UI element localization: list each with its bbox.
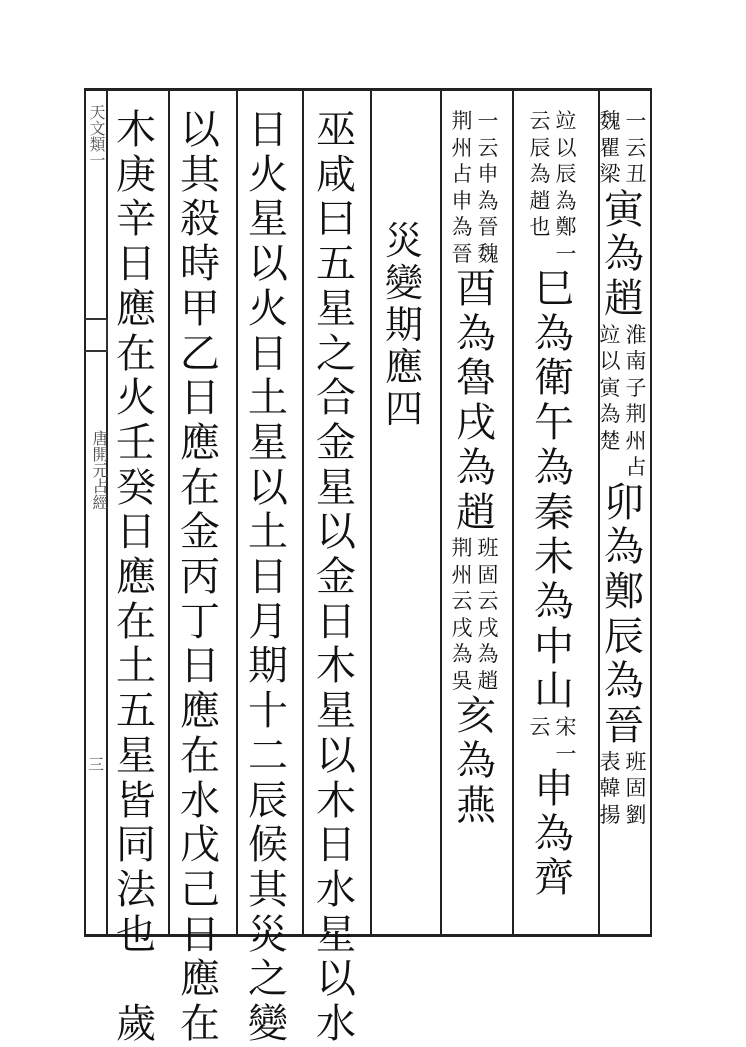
text-char: 期 — [384, 303, 423, 347]
text-char: 星 — [316, 285, 356, 332]
right-rule — [650, 88, 652, 936]
note-char: 韓 — [599, 776, 621, 801]
text-char: 災 — [248, 911, 288, 958]
text-char: 火 — [116, 375, 156, 422]
edge-top-text: 天文類一 — [87, 104, 106, 168]
note-char: 申 — [451, 188, 473, 213]
main-text — [114, 108, 158, 1047]
note-char: 以 — [599, 349, 621, 374]
text-char — [116, 957, 156, 1002]
text-char: 候 — [248, 822, 288, 869]
text-char: 變 — [384, 261, 423, 305]
text-char: 四 — [384, 387, 423, 431]
text-char: 災 — [384, 219, 423, 263]
text-char: 卯 — [604, 479, 644, 526]
note-char: 楚 — [599, 428, 621, 453]
note-char: 南 — [625, 349, 647, 374]
main-text — [532, 267, 576, 714]
note-char: 為 — [599, 402, 621, 427]
note-char: 固 — [625, 776, 647, 801]
text-char: 之 — [316, 330, 356, 377]
text-char: 戊 — [180, 822, 220, 869]
main-text — [246, 108, 290, 1047]
text-char: 亥 — [456, 693, 496, 740]
text-char: 巳 — [534, 266, 574, 312]
annotation-right — [624, 749, 648, 829]
text-char: 巫 — [316, 107, 356, 153]
note-char: 荆 — [451, 536, 473, 561]
text-char: 法 — [116, 866, 156, 913]
text-char: 以 — [248, 464, 288, 511]
text-char: 在 — [180, 732, 220, 779]
text-char: 為 — [534, 578, 574, 625]
note-char: 荆 — [625, 402, 647, 427]
text-char: 己 — [180, 866, 220, 913]
text-char: 木 — [316, 777, 356, 824]
text-char: 其 — [180, 151, 220, 198]
text-char: 午 — [534, 400, 574, 447]
note-char: 辰 — [529, 135, 551, 160]
text-char: 為 — [534, 810, 574, 857]
text-char: 應 — [116, 554, 156, 601]
text-char: 皆 — [116, 777, 156, 824]
text-char: 壬 — [116, 419, 156, 466]
note-char: 以 — [555, 135, 577, 160]
note-char: 一 — [555, 241, 577, 266]
note-char: 云 — [625, 135, 647, 160]
text-char: 應 — [180, 956, 220, 1003]
text-char: 星 — [316, 688, 356, 735]
annotation-right — [476, 535, 500, 694]
text-char: 歲 — [116, 1001, 156, 1047]
annotation-right — [624, 108, 648, 188]
text-char: 水 — [316, 1001, 356, 1047]
text-char: 曰 — [316, 196, 356, 243]
text-char: 在 — [180, 464, 220, 511]
text-char: 以 — [316, 509, 356, 556]
annotation-left — [598, 322, 622, 455]
note-char: 梁 — [599, 162, 621, 186]
note-char: 一 — [555, 741, 577, 766]
text-char: 同 — [116, 822, 156, 869]
text-char: 日 — [180, 643, 220, 690]
note-char: 趙 — [477, 668, 499, 693]
note-char: 吳 — [451, 668, 473, 693]
text-char: 應 — [384, 345, 423, 389]
column-rule — [168, 88, 170, 936]
text-char: 十 — [248, 688, 288, 735]
note-char: 為 — [451, 215, 473, 239]
text-char: 乙 — [180, 330, 220, 377]
text-char: 鄭 — [604, 569, 644, 615]
annotation-left — [598, 108, 622, 188]
text-char: 以 — [248, 241, 288, 288]
text-char: 日 — [180, 375, 220, 422]
note-char: 魏 — [599, 109, 621, 133]
text-char: 戌 — [456, 400, 496, 447]
text-char: 未 — [534, 534, 574, 581]
annotation-left — [528, 108, 552, 241]
note-char: 州 — [451, 562, 473, 587]
text-char: 為 — [604, 231, 644, 278]
text-char: 合 — [316, 375, 356, 422]
text-char: 日 — [180, 911, 220, 958]
text-char: 二 — [248, 732, 288, 779]
note-char: 鄭 — [555, 215, 577, 239]
column-rule — [236, 88, 238, 936]
main-text — [178, 108, 222, 1047]
text-char: 丙 — [180, 554, 220, 601]
text-char: 水 — [180, 777, 220, 824]
text-char: 中 — [534, 623, 574, 670]
text-char: 土 — [248, 509, 288, 556]
text-char: 星 — [248, 419, 288, 466]
section-heading — [382, 220, 426, 430]
text-char: 甲 — [180, 285, 220, 332]
text-char: 庚 — [116, 151, 156, 198]
text-char: 衛 — [534, 355, 574, 402]
column-rule — [106, 88, 108, 936]
text-char: 為 — [456, 737, 496, 784]
column-rule — [440, 88, 442, 936]
text-char: 五 — [316, 241, 356, 288]
note-char: 宋 — [555, 715, 577, 739]
text-char: 日 — [248, 330, 288, 377]
text-char: 辰 — [248, 777, 288, 824]
text-char: 木 — [316, 643, 356, 690]
text-char: 五 — [116, 688, 156, 735]
text-char: 之 — [248, 956, 288, 1003]
text-char: 為 — [604, 524, 644, 571]
text-char: 申 — [534, 766, 574, 812]
note-char: 子 — [625, 375, 647, 400]
text-char: 趙 — [456, 489, 496, 536]
text-char: 土 — [116, 643, 156, 690]
text-char: 應 — [180, 688, 220, 735]
note-char: 為 — [477, 188, 499, 213]
text-char: 丁 — [180, 598, 220, 645]
annotation-right — [476, 108, 500, 267]
note-char: 州 — [451, 135, 473, 160]
note-char: 辰 — [555, 162, 577, 186]
text-char: 在 — [116, 330, 156, 377]
text-char: 日 — [248, 554, 288, 601]
main-text — [532, 767, 576, 901]
note-char: 固 — [477, 562, 499, 587]
main-text — [602, 188, 646, 322]
text-char: 為 — [534, 310, 574, 357]
text-char: 以 — [180, 107, 220, 153]
note-char: 揚 — [599, 802, 621, 827]
text-char: 趙 — [604, 275, 644, 322]
text-char: 以 — [316, 732, 356, 779]
annotation-left — [450, 108, 474, 267]
main-text — [454, 267, 498, 535]
text-char: 山 — [534, 668, 574, 715]
note-char: 竝 — [555, 109, 577, 133]
text-char: 其 — [248, 866, 288, 913]
text-char: 金 — [180, 509, 220, 556]
text-char: 為 — [456, 444, 496, 491]
note-char: 云 — [451, 589, 473, 614]
text-char: 星 — [316, 464, 356, 511]
text-char: 為 — [456, 310, 496, 357]
text-char: 變 — [248, 1001, 288, 1047]
note-char: 占 — [451, 162, 473, 186]
text-char: 在 — [180, 1001, 220, 1047]
text-char: 殺 — [180, 196, 220, 243]
text-char: 燕 — [456, 782, 496, 829]
main-text — [314, 108, 358, 1047]
note-char: 班 — [477, 536, 499, 561]
note-char: 班 — [625, 749, 647, 774]
annotation-right — [554, 108, 578, 267]
text-char: 金 — [316, 554, 356, 601]
note-char: 申 — [477, 162, 499, 186]
text-char: 日 — [316, 822, 356, 869]
note-char: 戌 — [451, 615, 473, 640]
text-char: 晉 — [604, 703, 644, 750]
text-char: 應 — [116, 285, 156, 332]
note-char: 一 — [625, 109, 647, 133]
note-char: 劉 — [625, 802, 647, 827]
text-char: 咸 — [316, 151, 356, 198]
text-char: 土 — [248, 375, 288, 422]
text-char: 魯 — [456, 355, 496, 402]
note-char: 竝 — [599, 322, 621, 347]
main-text — [602, 481, 646, 749]
edge-label: 唐開元占經 — [90, 430, 109, 510]
text-char: 期 — [248, 643, 288, 690]
note-char: 為 — [451, 642, 473, 667]
annotation-left — [528, 714, 552, 741]
column-rule — [302, 88, 304, 936]
text-char: 為 — [604, 658, 644, 705]
text-char: 日 — [116, 241, 156, 288]
column-rule — [512, 88, 514, 936]
note-char: 寅 — [599, 375, 621, 400]
note-char: 州 — [625, 428, 647, 453]
text-char: 辛 — [116, 196, 156, 243]
text-char: 星 — [116, 732, 156, 779]
text-char: 辰 — [604, 613, 644, 660]
note-char: 也 — [529, 215, 551, 239]
note-char: 丑 — [625, 162, 647, 186]
text-char: 也 — [116, 911, 156, 958]
annotation-left — [598, 749, 622, 829]
text-char: 在 — [116, 598, 156, 645]
note-char: 晉 — [451, 241, 473, 266]
note-char: 為 — [477, 642, 499, 667]
text-char: 水 — [316, 866, 356, 913]
text-char: 秦 — [534, 489, 574, 536]
text-char: 火 — [248, 151, 288, 198]
text-char: 齊 — [534, 855, 574, 902]
text-char: 日 — [316, 598, 356, 645]
note-char: 瞿 — [599, 135, 621, 160]
text-char: 以 — [316, 956, 356, 1003]
text-char: 星 — [316, 911, 356, 958]
annotation-right — [624, 322, 648, 481]
text-char: 金 — [316, 419, 356, 466]
note-char: 淮 — [625, 322, 647, 347]
text-char: 寅 — [604, 186, 644, 233]
fishtail-mark — [84, 318, 108, 352]
text-char: 癸 — [116, 464, 156, 511]
page-number: 三 — [88, 755, 105, 774]
note-char: 晉 — [477, 215, 499, 239]
annotation-left — [450, 535, 474, 694]
note-char: 戌 — [477, 615, 499, 640]
text-char: 日 — [116, 509, 156, 556]
text-char: 酉 — [456, 266, 496, 312]
note-char: 云 — [477, 589, 499, 614]
column-rule — [370, 88, 372, 936]
text-char: 月 — [248, 598, 288, 645]
note-char: 云 — [529, 715, 551, 739]
text-char: 應 — [180, 419, 220, 466]
note-char: 表 — [599, 749, 621, 774]
text-char: 日 — [248, 107, 288, 153]
note-char: 趙 — [529, 188, 551, 213]
note-char: 魏 — [477, 241, 499, 266]
note-char: 占 — [625, 455, 647, 480]
text-char: 火 — [248, 285, 288, 332]
note-char: 云 — [477, 135, 499, 160]
note-char: 為 — [555, 188, 577, 213]
text-char: 星 — [248, 196, 288, 243]
note-char: 荆 — [451, 109, 473, 133]
text-char: 時 — [180, 241, 220, 288]
text-char: 為 — [534, 444, 574, 491]
main-text — [454, 694, 498, 828]
note-char: 云 — [529, 109, 551, 133]
note-char: 一 — [477, 109, 499, 133]
note-char: 為 — [529, 162, 551, 186]
text-char: 木 — [116, 107, 156, 153]
annotation-right — [554, 714, 578, 767]
